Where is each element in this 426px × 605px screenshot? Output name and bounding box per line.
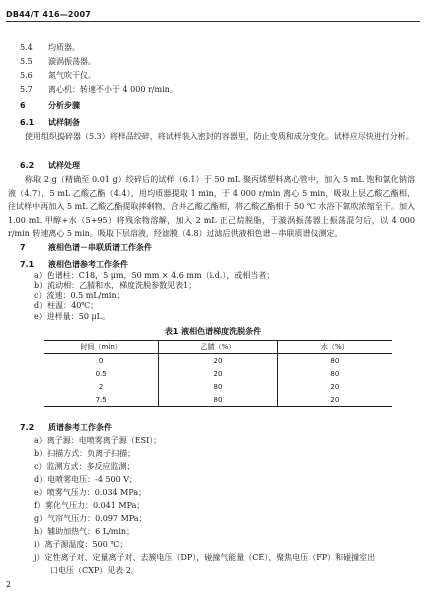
table-cell: 20 bbox=[159, 367, 277, 380]
list-item: a）色谱柱：C18，5 μm，50 mm × 4.6 mm（i.d.），或相当者； bbox=[34, 271, 275, 280]
list-item: g）气帘气压力：0.097 MPa； bbox=[34, 514, 147, 523]
list-item: c）流速：0.5 mL/min； bbox=[34, 291, 125, 300]
table-cell: 7.5 bbox=[95, 395, 107, 404]
paragraph-6-2: 称取 2 g（精确至 0.01 g）绞碎后的试样（6.1）于 50 mL 聚丙烯塑料离心管中，加入 5 mL 饱和氯化钠溶液（4.7），5 mL 乙酸乙酯（4.4），用均质器提取 1 min，于 4 000 r/min 离心 5 min，吸取上层乙酸乙酯相，往试样中再加入 5 mL 乙酸乙酯提取摔剩物，合并乙酸乙酯相，将乙酸乙酯相于 50 ℃ 水浴下氮吹浓缩至干。加入 1.00 mL 甲醇+水（5+95）将残余物溶解，加入 2 mL 正己烷脱脂，于漩涡振荡器上振荡混匀后，以 4 000 r/min 转速离心 5 min。吸取下层溶液，经滤膜（4.8）过滤后供液相色谱－串联质谱仪测定。 bbox=[8, 175, 415, 238]
table-cell: 20 bbox=[277, 380, 392, 393]
table-row bbox=[44, 367, 392, 380]
list-item: c）监测方式：多反应监测； bbox=[34, 462, 135, 471]
table-cell: 2 bbox=[98, 382, 104, 391]
table-cell: 0 bbox=[98, 356, 104, 365]
table-cell: 20 bbox=[277, 393, 392, 407]
list-item: b）扫描方式：负离子扫描； bbox=[34, 449, 136, 458]
table-cell: 80 bbox=[159, 393, 277, 407]
table-row bbox=[44, 380, 392, 393]
standard-code-header: DB44/T 416—2007 bbox=[6, 10, 91, 19]
table-header-row bbox=[44, 341, 392, 354]
table-row bbox=[44, 354, 392, 368]
column-header: 时间（min） bbox=[80, 343, 122, 351]
column-header: 乙腈（%） bbox=[159, 341, 277, 354]
list-item: 5.6 氮气吹干仪。 bbox=[20, 71, 96, 80]
subsection-heading-7-2: 7.2 质谱参考工作条件 bbox=[20, 423, 112, 432]
list-item: b）流动相：乙腈和水，梯度洗脱参数见表1； bbox=[34, 281, 197, 290]
column-header: 水（%） bbox=[277, 341, 392, 354]
table-cell: 80 bbox=[277, 354, 392, 368]
list-item: j）定性离子对、定量离子对、去簇电压（DP），碰撞气能量（CE）、聚焦电压（FP）和碰撞室出 bbox=[34, 553, 376, 562]
list-item: 5.4 均质器。 bbox=[20, 43, 80, 52]
list-item: d）柱温：40℃； bbox=[34, 301, 99, 310]
list-item: f）雾化气压力：0.041 MPa； bbox=[34, 501, 145, 510]
list-item: i）离子源温度：500 ℃； bbox=[34, 540, 128, 549]
table-cell: 20 bbox=[159, 354, 277, 368]
header-rule bbox=[6, 21, 420, 22]
list-item: e）进样量：50 μL。 bbox=[34, 312, 110, 321]
section-heading-7: 7 液相色谱－串联质谱工作条件 bbox=[20, 243, 152, 252]
table-caption: 表1 液相色谱梯度洗脱条件 bbox=[164, 327, 262, 336]
subsection-heading-6-2: 6.2 试样处理 bbox=[20, 161, 80, 170]
list-item: h）辅助加热气：6 L/min； bbox=[34, 527, 135, 536]
table-row bbox=[44, 393, 392, 407]
table-cell: 80 bbox=[159, 380, 277, 393]
list-item-continuation: 口电压（CXP）见表 2。 bbox=[50, 566, 139, 575]
list-item: 5.7 离心机：转速不小于 4 000 r/min。 bbox=[20, 85, 178, 94]
paragraph-6-1: 使用组织捣碎器（5.3）将样品绞碎，将试样装入密封的容器里，防止变质和成分变化。试样应尽快进行分析。 bbox=[25, 132, 414, 141]
list-item: 5.5 漩涡振荡器。 bbox=[20, 57, 96, 66]
table-cell: 0.5 bbox=[95, 369, 107, 378]
list-item: e）喷雾气压力：0.034 MPa； bbox=[34, 488, 147, 497]
section-heading-6: 6 分析步骤 bbox=[20, 101, 80, 110]
table-cell: 80 bbox=[277, 367, 392, 380]
subsection-heading-6-1: 6.1 试样制备 bbox=[20, 118, 80, 127]
page-number: 2 bbox=[6, 580, 12, 589]
list-item: d）电喷雾电压：-4 500 V； bbox=[34, 475, 138, 484]
list-item: a）离子源：电喷雾离子源（ESI）； bbox=[34, 436, 162, 445]
gradient-table bbox=[44, 340, 392, 407]
subsection-heading-7-1: 7.1 液相色谱参考工作条件 bbox=[20, 260, 128, 269]
